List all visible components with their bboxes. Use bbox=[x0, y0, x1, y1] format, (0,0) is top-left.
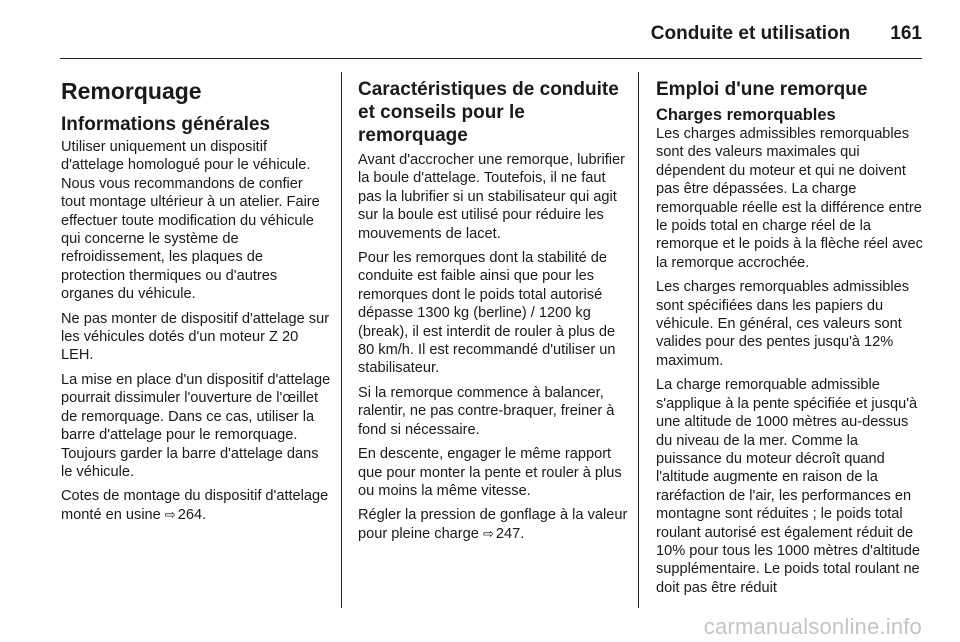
page-reference-link[interactable]: 247. bbox=[495, 525, 525, 542]
paragraph: Pour les remorques dont la stabilité de conduite est faible ainsi que pour les remorques dont le poids total autorisé dépasse 1300 kg (berline) / 1200 kg (break), il est interdit de rouler à plus de 80 km/h. Il est recommandé d'utiliser un stabilisateur. bbox=[358, 250, 616, 377]
paragraph: La charge remorquable admissible s'applique à la pente spécifiée et jusqu'à une altitude de 1000 mètres au-dessus du niveau de la mer. Comme la puissance du moteur décroît quand l'altitude augmente en raison de la raréfaction de l'air, les performances en montagne sont réduites ; le poids total roulant autorisé est également réduit de 10% pour tous les 1000 mètres d'altitude supplémentaire. Le poids total roulant ne doit pas être réduit bbox=[656, 377, 921, 596]
section-heading: Caractéristiques de conduite et conseils pour le remorquage bbox=[358, 79, 619, 146]
reference-arrow-icon: ⇨ bbox=[164, 506, 176, 522]
paragraph: Ne pas monter de dispositif d'attelage sur les véhicules dotés d'un moteur Z 20 LEH. bbox=[61, 310, 330, 364]
page-number: 161 bbox=[890, 23, 922, 44]
paragraph-text: Cotes de montage du dispositif d'attelage monté en usine bbox=[61, 488, 329, 523]
column-divider bbox=[638, 72, 639, 608]
column-towing bbox=[61, 72, 331, 530]
watermark: carmanualsonline.info bbox=[703, 614, 922, 639]
reference-arrow-icon: ⇨ bbox=[482, 525, 494, 541]
paragraph: Si la remorque commence à balancer, ralentir, ne pas contre-braquer, freiner à fond si nécessaire. bbox=[358, 384, 615, 438]
paragraph: Les charges remorquables admissibles sont spécifiées dans les papiers du véhicule. En général, ces valeurs sont valides pour des pentes jusqu'à 12% maximum. bbox=[656, 279, 910, 369]
page-header bbox=[60, 14, 922, 54]
paragraph-text: Régler la pression de gonflage à la valeur pour pleine charge bbox=[358, 507, 628, 542]
column-trailer-use bbox=[656, 72, 924, 603]
section-heading: Remorquage bbox=[61, 78, 202, 104]
subsection-heading: Informations générales bbox=[61, 114, 271, 135]
paragraph: La mise en place d'un dispositif d'attelage pourrait dissimuler l'ouverture de l'œillet de remorquage. Dans ce cas, utiliser la barre d'attelage pour le remorquage. Toujours garder la barre d'attelage dans le véhicule. bbox=[61, 371, 331, 480]
paragraph: Avant d'accrocher une remorque, lubrifier la boule d'attelage. Toutefois, il ne faut pas la lubrifier si un stabilisateur qui agit sur la boule est utilisé pour réduire les mouvements de lacet. bbox=[358, 152, 625, 242]
subsection-heading: Charges remorquables bbox=[656, 106, 836, 124]
paragraph bbox=[61, 487, 331, 524]
paragraph: Utiliser uniquement un dispositif d'attelage homologué pour le véhicule. Nous vous recommandons de confier tout montage ultérieur à un atelier. Faire effectuer toute modification du véhicule qui concerne le système de refroidissement, les plaques de protection thermiques ou d'autres organes du véhicule. bbox=[61, 139, 320, 303]
chapter-title: Conduite et utilisation bbox=[650, 23, 851, 44]
column-divider bbox=[341, 72, 342, 608]
column-driving-tips bbox=[358, 72, 628, 549]
paragraph: En descente, engager le même rapport que pour monter la pente et rouler à plus ou moins la même vitesse. bbox=[358, 446, 622, 499]
page-reference-link[interactable]: 264. bbox=[177, 506, 207, 523]
paragraph: Les charges admissibles remorquables sont des valeurs maximales qui dépendent du moteur et qui ne doivent pas être dépassées. La charge remorquable réelle est la différence entre le poids total en charge réel de la remorque et le poids à la flèche réel avec la remorque accrochée. bbox=[656, 126, 923, 271]
paragraph bbox=[358, 506, 628, 543]
header-rule bbox=[60, 58, 922, 59]
section-heading: Emploi d'une remorque bbox=[656, 79, 868, 100]
